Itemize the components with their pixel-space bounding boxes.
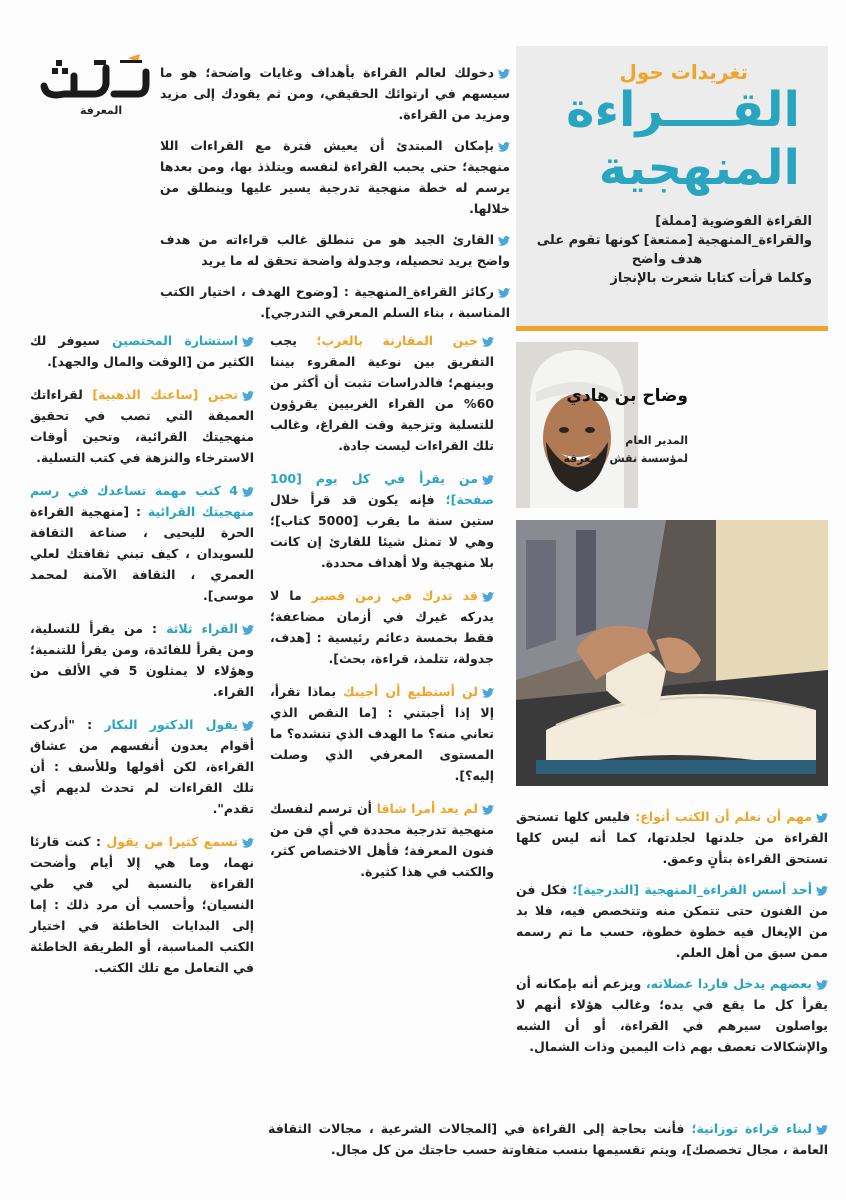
tweet-lead: تسمع كثيرا من يقول <box>106 834 238 849</box>
twitter-bird-icon <box>242 721 254 731</box>
header-small-title: تغريدات حول <box>619 60 748 84</box>
tweet-lead: مهم أن نعلم أن الكتب أنواع: <box>635 809 812 824</box>
tweet <box>270 468 494 573</box>
tweet <box>270 585 494 669</box>
header-panel <box>516 46 828 326</box>
twitter-bird-icon <box>816 886 828 896</box>
twitter-bird-icon <box>242 391 254 401</box>
tweet-text: بإمكان المبتدئ أن يعيش فترة مع القراءات اللا منهجية؛ حتى يحبب القراءة لنفسه ويتلذذ بها، ومن بعدها يرسم له خطة منهجية تدرجية يسير عليها وينطلق من خلالها. <box>160 138 510 216</box>
tweet-text: : "أدركت أقوام يعدون أنفسهم من عشاق القراءة، لكن أقولها وللأسف : أن تلك القراءات لم تحدث لديهم أي تقدم". <box>30 717 254 816</box>
tweet-lead: من يقرأ في كل يوم [100 صفحة]؛ <box>270 471 494 507</box>
intro-line: القراءة الفوضوية [مملة] <box>655 214 812 229</box>
tweet-lead: أحد أسس القراءة_المنهجية [التدرجية]؛ <box>572 882 813 897</box>
twitter-bird-icon <box>482 805 494 815</box>
twitter-bird-icon <box>816 980 828 990</box>
author-name: وضاح بن هادي <box>566 386 688 406</box>
twitter-bird-icon <box>482 337 494 347</box>
twitter-bird-icon <box>242 838 254 848</box>
twitter-bird-icon <box>242 487 254 497</box>
twitter-bird-icon <box>498 236 510 246</box>
tweet <box>160 281 510 323</box>
tweet <box>516 973 828 1057</box>
tweet-text: فليس كلها تستحق القراءة من جلدتها لجلدتها، كما أنه ليس كلها تستحق القراءة بتأنٍ وعمق. <box>516 809 828 866</box>
tweet <box>30 384 254 468</box>
twitter-bird-icon <box>498 142 510 152</box>
tweet-lead: القراء ثلاثة <box>166 621 238 636</box>
tweet <box>516 879 828 963</box>
tweet-lead: يقول الدكتور البكار <box>104 717 238 732</box>
tweet <box>270 681 494 786</box>
tweet-text: سيوفر لك الكثير من [الوقت والمال والجهد]. <box>30 333 254 369</box>
tweet <box>30 714 254 819</box>
tweet-text: : [منهجية القراءة الحرة لليحيى ، صناعة الثقافة للسويدان ، كيف تبني ثقافتك لعلي العمري ، الثقافة الآمنة لمحمد موسى]. <box>30 504 254 603</box>
tweet-text: لقراءاتك العميقة التي تصب في تحقيق منهجيتك القرائية، وتحين أوقات الاسترخاء والنزهة في كتب التسلية. <box>30 387 254 465</box>
intro-text <box>522 212 812 288</box>
twitter-bird-icon <box>242 337 254 347</box>
tweet-lead: لم يعد أمرا شاقا <box>376 801 478 816</box>
tweet-text: دخولك لعالم القراءة بأهداف وغايات واضحة؛ هو ما سيسهم في ارتوائك الحقيقي، ومن ثم يقودك إلى مزيد ومزيد من القراءة. <box>160 65 510 122</box>
intro-line: وكلما قرأت كتابا شعرت بالإنجاز <box>610 271 812 286</box>
tweet <box>30 618 254 702</box>
twitter-bird-icon <box>242 625 254 635</box>
reading-photo <box>516 520 828 786</box>
twitter-bird-icon <box>482 475 494 485</box>
tweet-text: : من يقرأ للتسلية، ومن يقرأ للفائدة، ومن يقرأ للتنمية؛ وهؤلاء لا يمثلون 5 في الألف من القراء. <box>30 621 254 699</box>
top-tweets-column <box>160 62 510 333</box>
tweet-lead: 4 كتب مهمة تساعدك في رسم منهجيتك القرائية <box>30 483 255 519</box>
tweet-text: أن ترسم لنفسك منهجية تدرجية محددة في أي فن من فنون المعرفة؛ فأهل الاختصاص كثر، والكتب في هذا كثيرة. <box>270 801 494 879</box>
tweet-lead: تحين [ساعتك الذهبية] <box>92 387 238 402</box>
tweets-column-middle <box>270 330 494 894</box>
tweet-text: فكل فن من الفنون حتى تتمكن منه وتتخصص فيه، فلا بد من الإيغال فيه خطوة خطوة، حسب ما تم رسمه ممن سبق من أهل العلم. <box>516 882 828 960</box>
tweets-column-right <box>516 806 828 1067</box>
tweet-text: ركائز القراءة_المنهجية : [وضوح الهدف ، اختيار الكتب المناسبة ، بناء السلم المعرفي التدرجي]. <box>160 284 510 320</box>
tweet-lead: حين المقارنة بالغرب؛ <box>316 333 478 348</box>
header-underline <box>516 326 828 331</box>
tweet-text: القارئ الجيد هو من تنطلق غالب قراءاته من هدف واضح يريد تحصيله، وجدولة واضحة تحقق له ما يريد <box>160 232 510 268</box>
tweet <box>160 135 510 219</box>
tweet <box>30 480 254 606</box>
header-title-line2: المنهجية <box>598 140 800 196</box>
tweet-text: فإنه يكون قد قرأ خلال ستين سنة ما يقرب [5000 كتاب]؛ وهي لا تمثل شيئا للقارئ إن كانت بلا منهجية ولا أهداف محددة. <box>270 492 494 570</box>
reading-illustration <box>516 520 828 786</box>
tweet-text: : كنت قارئا نهما، وما هي إلا أيام وأضحت القراءة بالنسبة لي في طي النسيان؛ وأحسب أن مرد ذلك : إما إلى البدايات الخاطئة في اختيار الكتب المناسبة، أو الطريقة الخاطئة في التعامل مع تلك الكتب. <box>30 834 254 975</box>
tweet-lead: بعضهم يدخل فاردا عضلاته، <box>645 976 812 991</box>
twitter-bird-icon <box>482 592 494 602</box>
tweets-column-left <box>30 330 254 990</box>
author-photo <box>516 342 638 508</box>
tweet-lead: قد تدرك في زمن قصير <box>311 588 478 603</box>
brand-logo <box>34 46 152 118</box>
twitter-bird-icon <box>816 813 828 823</box>
tweet <box>270 330 494 456</box>
tweet-text: ويزعم أنه بإمكانه أن يقرأ كل ما يقع في يده؛ وغالب هؤلاء أنهم لا يواصلون سيرهم في القراءة، أو أن الشبه والإشكالات تعصف بهم ذات اليمين وذات الشمال. <box>516 976 828 1054</box>
tweet <box>30 831 254 978</box>
intro-line: هدف واضح <box>631 252 703 267</box>
tweet-lead: لن أستطيع أن أجيبك <box>343 684 478 699</box>
bottom-tweet <box>268 1118 828 1160</box>
tweet-lead: لبناء قراءة توزانية؛ <box>691 1121 812 1136</box>
tweet <box>160 229 510 271</box>
brand-logo-mark <box>34 46 152 102</box>
intro-line: والقراءة_المنهجية [ممتعة] كونها تقوم على <box>536 233 812 248</box>
tweet-lead: استشارة المختصين <box>111 333 238 348</box>
tweet-text: بماذا تقرأ، إلا إذا أجبتني : [ما النقص الذي تعاني منه؟ ما الهدف الذي تنشده؟ ما المستوى المعرفي الذي وصلت إليه؟]. <box>270 684 494 783</box>
tweet <box>30 330 254 372</box>
header-title-line1: القــــراءة <box>566 82 800 138</box>
twitter-bird-icon <box>498 69 510 79</box>
tweet <box>268 1118 828 1160</box>
tweet-text: فأنت بحاجة إلى القراءة في [المجالات الشرعية ، مجالات الثقافة العامة ، مجال تخصصك]، ويتم تقسيمها بنسب متفاوتة حسب حاجتك من كل مجال. <box>268 1121 828 1157</box>
twitter-bird-icon <box>482 688 494 698</box>
author-block <box>516 336 828 508</box>
tweet <box>516 806 828 869</box>
author-role-line2: لمؤسسة نقش المعرفة <box>563 452 688 465</box>
tweet-text: يجب التفريق بين نوعية المقروء بيننا وبينهم؛ فالدراسات تثبت أن أكثر من 60% من القراء الغربيين يقرؤون للتسلية وتزجية وقت الفراغ، وغالب تلك القراءات ليست جادة. <box>270 333 494 453</box>
tweet-text: ما لا يدركه غيرك في أزمان مضاعفة؛ فقط بخمسة دعائم رئيسية : [هدف، جدولة، تتلمذ، قراءة، بحث]. <box>270 588 494 666</box>
author-role-line1: المدير العام <box>625 434 688 447</box>
tweet <box>160 62 510 125</box>
twitter-bird-icon <box>816 1125 828 1135</box>
author-portrait <box>516 342 638 508</box>
twitter-bird-icon <box>498 288 510 298</box>
brand-subtitle: المعرفة <box>80 104 123 117</box>
tweet <box>270 798 494 882</box>
